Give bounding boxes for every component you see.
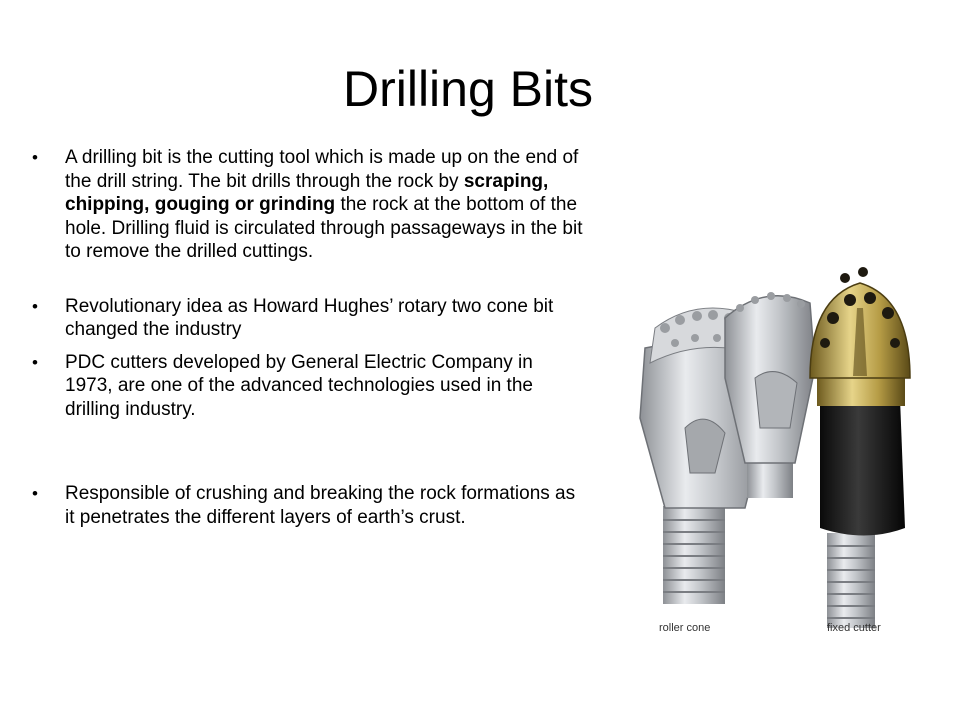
bullet-dot: • (32, 148, 38, 167)
drill-bits-illustration (605, 258, 923, 650)
slide-title: Drilling Bits (342, 61, 594, 117)
caption-roller-cone: roller cone (659, 622, 711, 634)
bullet-text: the rock at the bottom of the hole. Drilling fluid is circulated through passageways in the bit to remove the drilled cuttings. (65, 194, 583, 262)
bullet-item (28, 351, 584, 422)
bullet-text: Revolutionary idea as Howard Hughes’ rotary two cone bit changed the industry (65, 295, 554, 340)
fixed-cutter-bit (810, 267, 910, 628)
caption-fixed-cutter: fixed cutter (827, 622, 881, 634)
bullet-dot: • (32, 296, 38, 316)
bullet-text: Responsible of crushing and breaking the rock formations as it penetrates the different layers of earth’s crust. (65, 483, 576, 528)
bullet-item (28, 295, 584, 342)
bullet-text-bold: scraping, chipping, gouging or grinding (65, 170, 549, 215)
bullet-text: PDC cutters developed by General Electric Company in 1973, are one of the advanced technologies used in the drilling industry. (65, 351, 533, 420)
bullet-dot: • (32, 352, 38, 372)
bullet-item (28, 146, 584, 264)
bullet-item (28, 482, 584, 529)
bullet-dot: • (32, 484, 38, 503)
bullet-list (28, 146, 584, 529)
bullet-text: A drilling bit is the cutting tool which is made up on the end of the drill string. The bit drills through the rock by (65, 147, 579, 192)
drilling-bits-photo (605, 258, 923, 650)
